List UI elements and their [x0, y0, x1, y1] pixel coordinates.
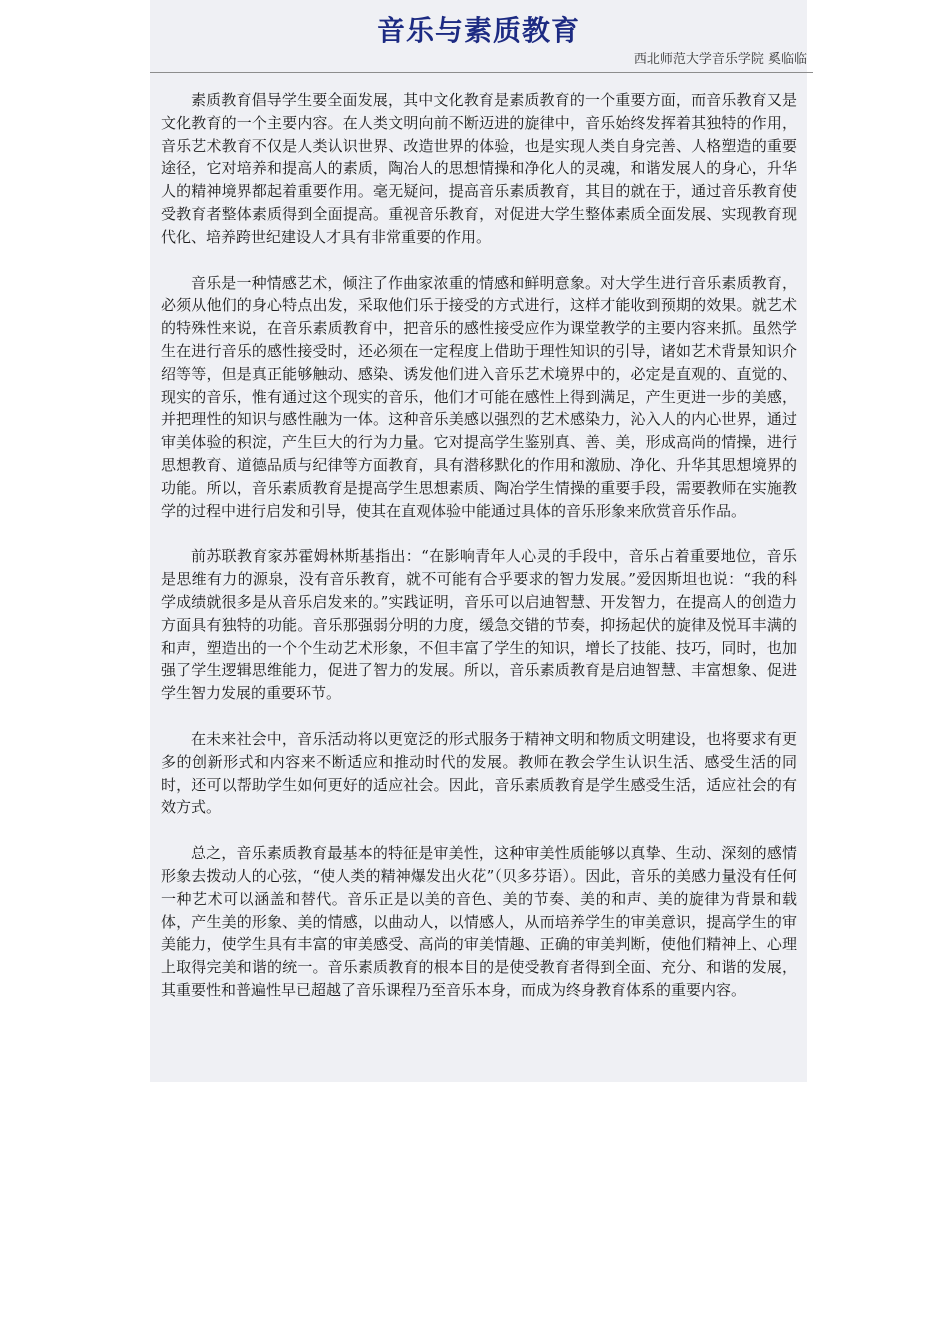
paragraph-1: 素质教育倡导学生要全面发展，其中文化教育是素质教育的一个重要方面，而音乐教育又是文化教育的一个主要内容。在人类文明向前不断迈进的旋律中，音乐始终发挥着其独特的作用，音乐艺术教育不仅是人类认识世界、改造世界的体验，也是实现人类自身完善、人格塑造的重要途径，它对培养和提高人的素质，陶冶人的思想情操和净化人的灵魂，和谐发展人的身心，升华人的精神境界都起着重要作用。毫无疑问，提高音乐素质教育，其目的就在于，通过音乐教育使受教育者整体素质得到全面提高。重视音乐教育，对促进大学生整体素质全面发展、实现教育现代化、培养跨世纪建设人才具有非常重要的作用。 — [161, 91, 797, 246]
author-byline: 西北师范大学音乐学院 奚临临 — [633, 52, 807, 67]
paragraph-4: 在未来社会中，音乐活动将以更宽泛的形式服务于精神文明和物质文明建设，也将要求有更多的创新形式和内容来不断适应和推动时代的发展。教师在教会学生认识生活、感受生活的同时，还可以帮助学生如何更好的适应社会。因此，音乐素质教育是学生感受生活，适应社会的有效方式。 — [161, 729, 797, 817]
article-body — [161, 89, 797, 1025]
article-header — [150, 0, 813, 73]
paragraph-2: 音乐是一种情感艺术，倾注了作曲家浓重的情感和鲜明意象。对大学生进行音乐素质教育，必须从他们的身心特点出发，采取他们乐于接受的方式进行，这样才能收到预期的效果。就艺术的特殊性来说，在音乐素质教育中，把音乐的感性接受应作为课堂教学的主要内容来抓。虽然学生在进行音乐的感性接受时，还必须在一定程度上借助于理性知识的引导，诸如艺术背景知识介绍等等，但是真正能够触动、感染、诱发他们进入音乐艺术境界中的，必定是直观的、直觉的、现实的音乐，惟有通过这个现实的音乐，他们才可能在感性上得到满足，产生更进一步的美感，并把理性的知识与感性融为一体。这种音乐美感以强烈的艺术感染力，沁入人的内心世界，通过审美体验的积淀，产生巨大的行为力量。它对提高学生鉴别真、善、美，形成高尚的情操，进行思想教育、道德品质与纪律等方面教育，具有潜移默化的作用和激励、净化、升华其思想境界的功能。所以，音乐素质教育是提高学生思想素质、陶冶学生情操的重要手段，需要教师在实施教学的过程中进行启发和引导，使其在直观体验中能通过具体的音乐形象来欣赏音乐作品。 — [161, 273, 797, 520]
paragraph-3: 前苏联教育家苏霍姆林斯基指出：“在影响青年人心灵的手段中，音乐占着重要地位，音乐是思维有力的源泉，没有音乐教育，就不可能有合乎要求的智力发展。”爱因斯坦也说：“我的科学成绩就很多是从音乐启发来的。”实践证明，音乐可以启迪智慧、开发智力，在提高人的创造力方面具有独特的功能。音乐那强弱分明的力度，缓急交错的节奏，抑扬起伏的旋律及悦耳丰满的和声，塑造出的一个个生动艺术形象，不但丰富了学生的知识，增长了技能、技巧，同时，也加强了学生逻辑思维能力，促进了智力的发展。所以，音乐素质教育是启迪智慧、丰富想象、促进学生智力发展的重要环节。 — [161, 547, 797, 703]
page-title: 音乐与素质教育 — [376, 14, 580, 47]
paragraph-5: 总之，音乐素质教育最基本的特征是审美性，这种审美性质能够以真挚、生动、深刻的感情形象去拨动人的心弦，“使人类的精神爆发出火花”（贝多芬语）。因此，音乐的美感力量没有任何一种艺术可以涵盖和替代。音乐正是以美的音色、美的节奏、美的和声、美的旋律为背景和载体，产生美的形象、美的情感，以曲动人，以情感人，从而培养学生的审美意识，提高学生的审美能力，使学生具有丰富的审美感受、高尚的审美情趣、正确的审美判断，使他们精神上、心理上取得完美和谐的统一。音乐素质教育的根本目的是使受教育者得到全面、充分、和谐的发展，其重要性和普遍性早已超越了音乐课程乃至音乐本身，而成为终身教育体系的重要内容。 — [161, 844, 797, 999]
